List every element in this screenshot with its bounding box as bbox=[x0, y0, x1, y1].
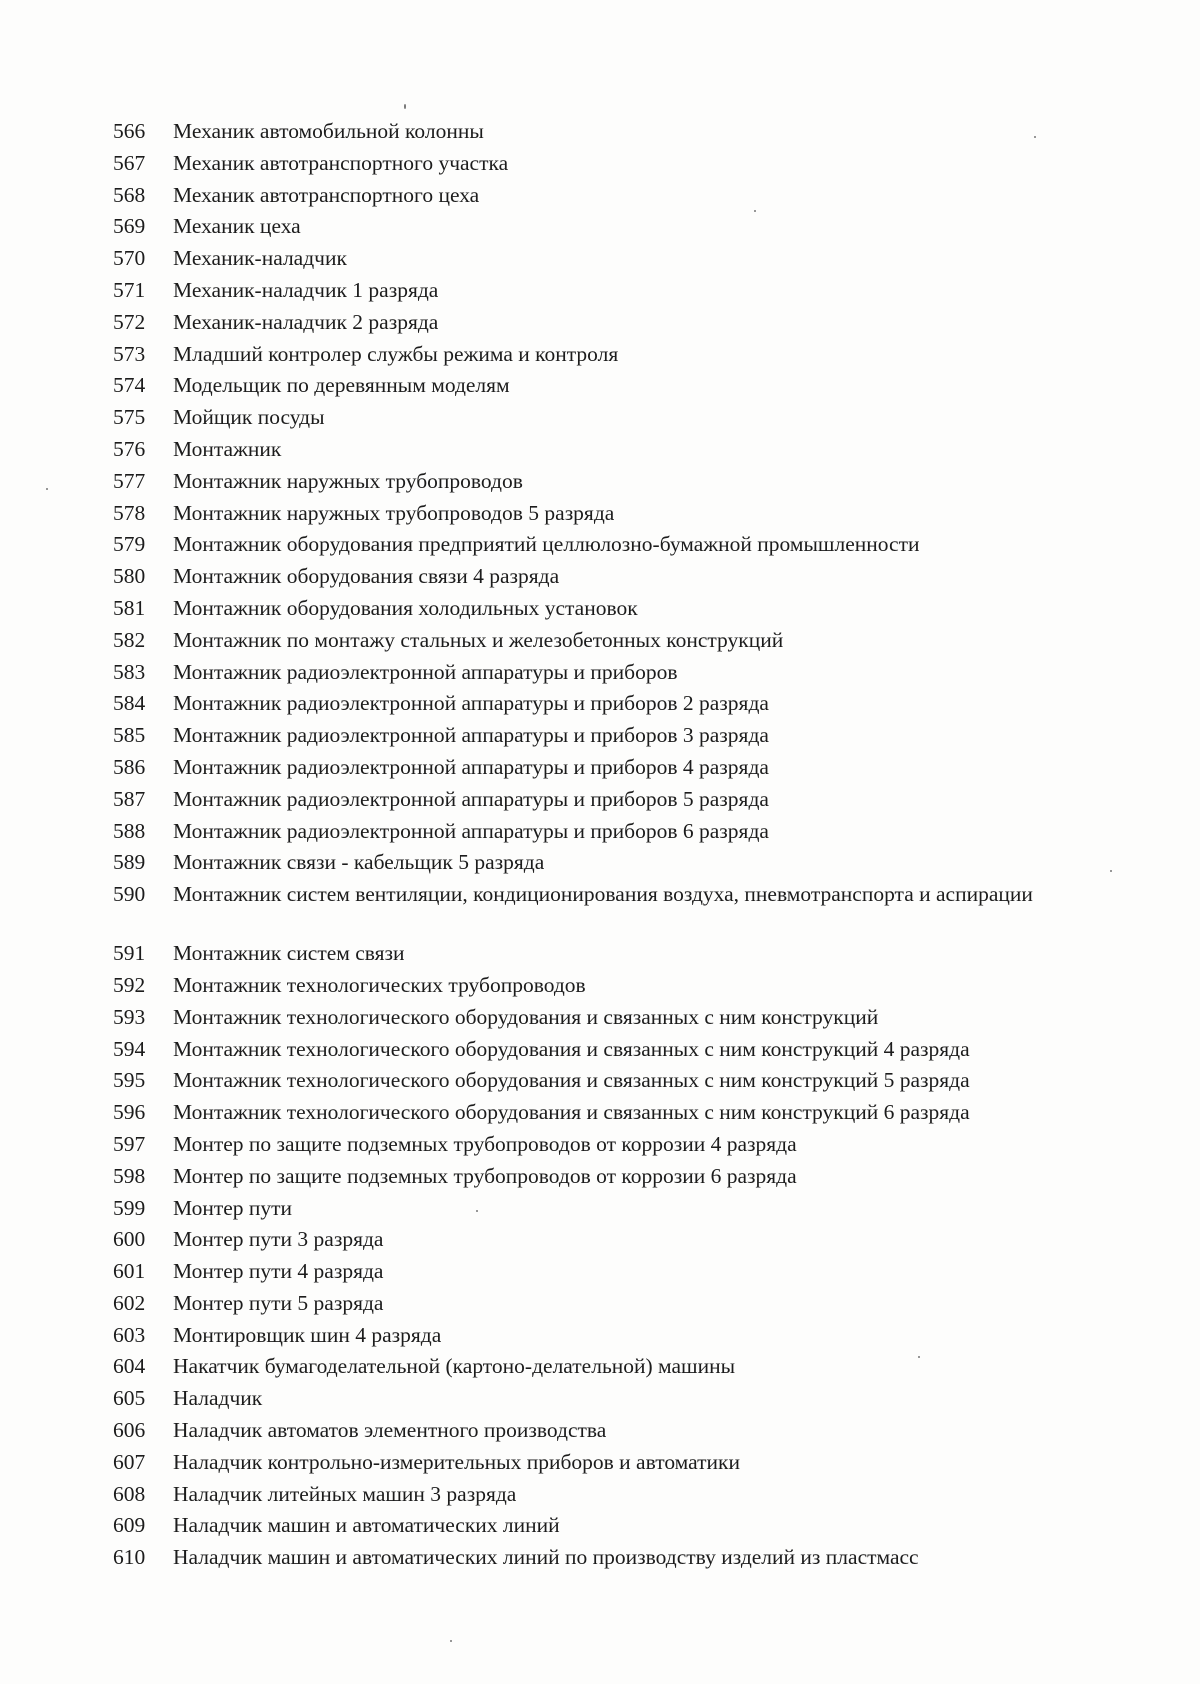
item-text: Монтер по защите подземных трубопроводов от коррозии 4 разряда bbox=[173, 1131, 797, 1156]
list-item bbox=[113, 307, 1113, 339]
list-item bbox=[113, 529, 1113, 561]
item-text: Накатчик бумагоделательной (картоно-делательной) машины bbox=[173, 1354, 736, 1379]
list-item bbox=[113, 370, 1113, 402]
item-text: Монтажник технологического оборудования и связанных с ним конструкций 4 разряда bbox=[173, 1036, 970, 1061]
item-text: Монтажник наружных трубопроводов bbox=[173, 468, 523, 493]
item-number: 604 bbox=[113, 1354, 146, 1379]
list-item bbox=[113, 625, 1113, 657]
item-number: 573 bbox=[113, 341, 146, 366]
item-text: Механик-наладчик 1 разряда bbox=[173, 277, 439, 302]
item-number: 578 bbox=[113, 500, 146, 525]
list-item bbox=[113, 720, 1113, 752]
item-text: Наладчик bbox=[173, 1386, 263, 1411]
item-text: Мойщик посуды bbox=[173, 405, 325, 430]
item-text: Наладчик контрольно-измерительных приборов и автоматики bbox=[173, 1449, 740, 1474]
item-text: Монтажник технологических трубопроводов bbox=[173, 972, 586, 997]
item-number: 607 bbox=[113, 1449, 146, 1474]
list-item bbox=[113, 1161, 1113, 1193]
item-text: Монтажник наружных трубопроводов 5 разряда bbox=[173, 500, 615, 525]
list-item bbox=[113, 275, 1113, 307]
list-item bbox=[113, 243, 1113, 275]
list-item bbox=[113, 970, 1113, 1002]
item-text: Механик-наладчик bbox=[173, 246, 347, 271]
list-item bbox=[113, 1034, 1113, 1066]
item-text: Монтер пути 4 разряда bbox=[173, 1259, 384, 1284]
item-number: 588 bbox=[113, 818, 146, 843]
list-item bbox=[113, 1542, 1113, 1574]
item-number: 572 bbox=[113, 309, 146, 334]
item-number: 601 bbox=[113, 1259, 146, 1284]
list-item bbox=[113, 1383, 1113, 1415]
item-text: Механик автотранспортного участка bbox=[173, 150, 509, 175]
profession-list bbox=[113, 116, 1113, 1574]
item-number: 568 bbox=[113, 182, 146, 207]
item-number: 586 bbox=[113, 754, 146, 779]
item-text: Монтер пути 5 разряда bbox=[173, 1290, 384, 1315]
item-text: Наладчик машин и автоматических линий по производству изделий из пластмасс bbox=[173, 1545, 919, 1570]
item-number: 593 bbox=[113, 1004, 146, 1029]
item-text: Монтажник радиоэлектронной аппаратуры и приборов 6 разряда bbox=[173, 818, 769, 843]
list-item bbox=[113, 816, 1113, 848]
item-number: 594 bbox=[113, 1036, 146, 1061]
item-number: 590 bbox=[113, 882, 146, 907]
list-item bbox=[113, 1415, 1113, 1447]
item-text: Монтажник систем связи bbox=[173, 941, 405, 966]
item-number: 569 bbox=[113, 214, 146, 239]
list-item bbox=[113, 1320, 1113, 1352]
list-item bbox=[113, 1351, 1113, 1383]
list-item bbox=[113, 211, 1113, 243]
item-number: 579 bbox=[113, 532, 146, 557]
item-number: 605 bbox=[113, 1386, 146, 1411]
item-text: Монтажник оборудования холодильных установок bbox=[173, 595, 638, 620]
item-text: Механик цеха bbox=[173, 214, 301, 239]
list-item bbox=[113, 561, 1113, 593]
list-item bbox=[113, 1510, 1113, 1542]
list-item bbox=[113, 1002, 1113, 1034]
item-number: 595 bbox=[113, 1068, 146, 1093]
item-number: 599 bbox=[113, 1195, 146, 1220]
list-item bbox=[113, 1256, 1113, 1288]
list-item bbox=[113, 339, 1113, 371]
item-number: 597 bbox=[113, 1131, 146, 1156]
item-number: 585 bbox=[113, 723, 146, 748]
item-text: Монтировщик шин 4 разряда bbox=[173, 1322, 442, 1347]
list-item bbox=[113, 1097, 1113, 1129]
item-number: 609 bbox=[113, 1513, 146, 1538]
list-item bbox=[113, 752, 1113, 784]
item-text: Монтажник систем вентиляции, кондиционирования воздуха, пневмотранспорта и аспирации bbox=[173, 882, 1033, 907]
item-number: 591 bbox=[113, 941, 146, 966]
list-item bbox=[113, 1224, 1113, 1256]
item-text: Монтажник bbox=[173, 436, 282, 461]
item-number: 581 bbox=[113, 595, 146, 620]
item-text: Монтер по защите подземных трубопроводов от коррозии 6 разряда bbox=[173, 1163, 797, 1188]
item-number: 583 bbox=[113, 659, 146, 684]
list-item bbox=[113, 657, 1113, 689]
scan-speck bbox=[46, 488, 48, 490]
item-text: Монтажник оборудования связи 4 разряда bbox=[173, 564, 560, 589]
item-number: 575 bbox=[113, 405, 146, 430]
list-item bbox=[113, 498, 1113, 530]
item-number: 610 bbox=[113, 1545, 146, 1570]
item-number: 582 bbox=[113, 627, 146, 652]
list-item bbox=[113, 402, 1113, 434]
item-number: 600 bbox=[113, 1227, 146, 1252]
item-number: 592 bbox=[113, 972, 146, 997]
item-text: Монтажник радиоэлектронной аппаратуры и приборов 5 разряда bbox=[173, 786, 769, 811]
item-text: Монтажник технологического оборудования и связанных с ним конструкций 6 разряда bbox=[173, 1100, 970, 1125]
item-number: 574 bbox=[113, 373, 146, 398]
item-text: Младший контролер службы режима и контроля bbox=[173, 341, 619, 366]
item-text: Наладчик литейных машин 3 разряда bbox=[173, 1481, 517, 1506]
item-text: Монтажник технологического оборудования и связанных с ним конструкций bbox=[173, 1004, 879, 1029]
item-text: Наладчик автоматов элементного производства bbox=[173, 1418, 607, 1443]
scan-speck bbox=[450, 1640, 452, 1642]
item-number: 584 bbox=[113, 691, 146, 716]
list-item bbox=[113, 688, 1113, 720]
item-number: 606 bbox=[113, 1418, 146, 1443]
list-item bbox=[113, 180, 1113, 212]
item-number: 602 bbox=[113, 1290, 146, 1315]
list-item bbox=[113, 1193, 1113, 1225]
item-text: Монтажник связи - кабельщик 5 разряда bbox=[173, 850, 545, 875]
item-number: 589 bbox=[113, 850, 146, 875]
list-item bbox=[113, 879, 1113, 938]
item-text: Монтажник радиоэлектронной аппаратуры и приборов bbox=[173, 659, 678, 684]
scan-speck bbox=[404, 104, 406, 109]
item-text: Монтажник радиоэлектронной аппаратуры и приборов 4 разряда bbox=[173, 754, 769, 779]
list-item bbox=[113, 1479, 1113, 1511]
item-text: Наладчик машин и автоматических линий bbox=[173, 1513, 560, 1538]
item-number: 580 bbox=[113, 564, 146, 589]
item-number: 608 bbox=[113, 1481, 146, 1506]
item-number: 576 bbox=[113, 436, 146, 461]
list-item bbox=[113, 1447, 1113, 1479]
item-text: Механик автомобильной колонны bbox=[173, 119, 484, 143]
item-number: 598 bbox=[113, 1163, 146, 1188]
item-text: Монтажник по монтажу стальных и железобетонных конструкций bbox=[173, 627, 784, 652]
item-text: Монтажник радиоэлектронной аппаратуры и приборов 2 разряда bbox=[173, 691, 769, 716]
item-text: Механик-наладчик 2 разряда bbox=[173, 309, 439, 334]
list-item bbox=[113, 116, 1113, 148]
item-text: Монтажник оборудования предприятий целлюлозно-бумажной промышленности bbox=[173, 532, 920, 557]
list-item bbox=[113, 1288, 1113, 1320]
item-number: 603 bbox=[113, 1322, 146, 1347]
item-number: 596 bbox=[113, 1100, 146, 1125]
list-item bbox=[113, 593, 1113, 625]
list-item bbox=[113, 1065, 1113, 1097]
item-text: Монтажник радиоэлектронной аппаратуры и приборов 3 разряда bbox=[173, 723, 769, 748]
list-item bbox=[113, 466, 1113, 498]
item-number: 587 bbox=[113, 786, 146, 811]
list-item bbox=[113, 148, 1113, 180]
list-item bbox=[113, 847, 1113, 879]
item-number: 577 bbox=[113, 468, 146, 493]
item-text: Монтер пути bbox=[173, 1195, 293, 1220]
item-text: Монтер пути 3 разряда bbox=[173, 1227, 384, 1252]
list-item bbox=[113, 434, 1113, 466]
item-number: 570 bbox=[113, 246, 146, 271]
list-item bbox=[113, 784, 1113, 816]
item-text: Монтажник технологического оборудования и связанных с ним конструкций 5 разряда bbox=[173, 1068, 970, 1093]
item-number: 567 bbox=[113, 150, 146, 175]
item-number: 566 bbox=[113, 119, 146, 143]
item-text: Механик автотранспортного цеха bbox=[173, 182, 480, 207]
item-number: 571 bbox=[113, 277, 146, 302]
item-text: Модельщик по деревянным моделям bbox=[173, 373, 510, 398]
list-item bbox=[113, 938, 1113, 970]
list-item bbox=[113, 1129, 1113, 1161]
